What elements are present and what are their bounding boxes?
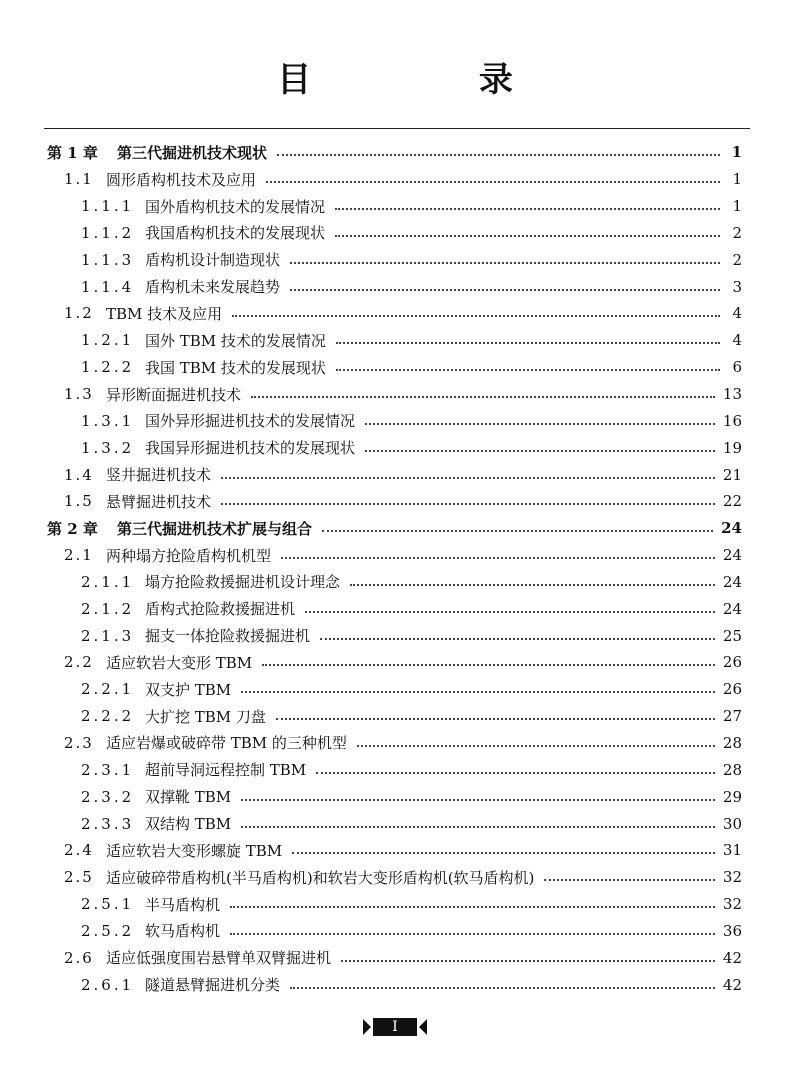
toc-dot-leader [241,826,715,828]
toc-entry [81,625,310,646]
toc-number: 1.3.2 [81,438,135,457]
toc-page-number: 28 [722,733,742,752]
toc-label: 圆形盾构机技术及应用 [106,170,257,189]
toc-dot-leader [292,852,715,854]
toc-dot-leader [335,235,720,237]
toc-number: 2.6 [64,948,94,967]
page-title: 目 录 [277,60,591,100]
toc-dot-leader [357,745,715,747]
toc-label: 我国 TBM 技术的发展现状 [145,358,326,377]
toc-section-row[interactable] [0,300,790,327]
toc-section-row[interactable] [0,730,790,757]
toc-number: 1.4 [64,465,94,484]
toc-entry [81,437,355,458]
toc-page-number: 24 [721,519,742,538]
toc-subsection-row[interactable] [0,810,790,837]
toc-label: 国外盾构机技术的发展情况 [145,197,326,216]
toc-page-number: 42 [722,975,742,994]
toc-page-number: 1 [731,143,742,162]
toc-page-number: 21 [722,465,742,484]
toc-page-number: 42 [722,948,742,967]
toc-subsection-row[interactable] [0,434,790,461]
toc-dot-leader [305,611,715,613]
toc-entry [81,679,231,700]
title-divider [44,128,750,129]
toc-entry [81,974,280,995]
toc-label: 双支护 TBM [145,680,232,699]
toc-subsection-row[interactable] [0,407,790,434]
table-of-contents [0,139,790,998]
toc-entry [64,303,222,324]
toc-subsection-row[interactable] [0,703,790,730]
toc-entry [81,276,280,297]
toc-label: 超前导洞远程控制 TBM [145,761,307,780]
toc-label: 适应岩爆或破碎带 TBM 的三种机型 [106,734,347,753]
toc-entry [81,894,220,915]
toc-dot-leader [341,960,715,962]
toc-label: 异形断面掘进机技术 [106,385,242,404]
toc-number: 2.3.3 [81,814,135,833]
toc-subsection-row[interactable] [0,971,790,998]
toc-label: 盾构机设计制造现状 [145,251,281,270]
toc-label: 两种塌方抢险盾构机机型 [106,546,272,565]
toc-entry [81,813,231,834]
toc-page-number: 4 [732,331,742,350]
toc-entry [81,706,266,727]
toc-number: 2.6.1 [81,975,135,994]
toc-page-number: 1 [732,197,742,216]
toc-dot-leader [241,799,715,801]
toc-section-row[interactable] [0,461,790,488]
toc-entry [64,491,211,512]
toc-page-number: 6 [732,358,742,377]
toc-dot-leader [232,315,720,317]
toc-page-number: 19 [722,438,742,457]
toc-entry [81,330,326,351]
toc-number: 2.2.1 [81,680,135,699]
toc-label: 第三代掘进机技术扩展与组合 [117,519,313,538]
toc-subsection-row[interactable] [0,917,790,944]
toc-label: 国外异形掘进机技术的发展情况 [145,412,356,431]
toc-label: 我国异形掘进机技术的发展现状 [145,439,356,458]
toc-page-number: 1 [732,170,742,189]
toc-page-number: 36 [722,921,742,940]
toc-number: 2.2 [64,653,94,672]
toc-number: 1.2.1 [81,331,135,350]
toc-entry [81,759,306,780]
toc-number: 2.3 [64,733,94,752]
toc-page-number: 16 [722,411,742,430]
toc-number: 2.4 [64,841,94,860]
page-footer [0,1018,790,1036]
toc-label: 适应破碎带盾构机(半马盾构机)和软岩大变形盾构机(软马盾构机) [106,868,535,887]
toc-page-number: 26 [722,680,742,699]
toc-subsection-row[interactable] [0,783,790,810]
toc-subsection-row[interactable] [0,595,790,622]
toc-number: 1.5 [64,492,94,511]
toc-label: 竖井掘进机技术 [106,466,212,485]
toc-entry [81,571,340,592]
toc-page-number: 24 [722,546,742,565]
toc-dot-leader [335,208,720,210]
toc-number: 2.2.2 [81,707,135,726]
toc-section-row[interactable] [0,837,790,864]
toc-label: 大扩挖 TBM 刀盘 [145,707,266,726]
toc-page-number: 4 [732,304,742,323]
toc-page-number: 31 [722,841,742,860]
toc-page-number: 28 [722,760,742,779]
toc-entry [81,249,280,270]
toc-entry [64,840,282,861]
toc-subsection-row[interactable] [0,569,790,596]
toc-label: 隧道悬臂掘进机分类 [145,976,281,995]
toc-number: 2.1.2 [81,599,135,618]
toc-entry [81,357,326,378]
toc-page-number: 29 [722,787,742,806]
toc-section-row[interactable] [0,864,790,891]
toc-subsection-row[interactable] [0,220,790,247]
toc-section-row[interactable] [0,649,790,676]
toc-number: 1.3 [64,385,94,404]
toc-entry [47,518,312,539]
toc-label: 软马盾构机 [145,922,221,941]
toc-label: 悬臂掘进机技术 [106,492,212,511]
toc-entry [47,142,267,163]
toc-label: 盾构机未来发展趋势 [145,278,281,297]
toc-dot-leader [266,181,720,183]
toc-entry [64,545,271,566]
toc-dot-leader [290,987,715,989]
toc-dot-leader [251,396,715,398]
toc-label: 半马盾构机 [145,895,221,914]
toc-subsection-row[interactable] [0,327,790,354]
toc-label: 第三代掘进机技术现状 [117,143,268,162]
toc-subsection-row[interactable] [0,676,790,703]
toc-dot-leader [276,718,715,720]
toc-number: 1.2 [64,304,94,323]
toc-label: 适应软岩大变形 TBM [106,653,253,672]
page-number: I [373,1018,417,1036]
toc-entry [81,598,295,619]
toc-dot-leader [316,772,715,774]
toc-page-number: 3 [732,277,742,296]
toc-entry [64,867,534,888]
toc-number: 1.2.2 [81,358,135,377]
toc-number: 2.1 [64,546,94,565]
toc-dot-leader [290,262,720,264]
toc-number: 2.3.1 [81,760,135,779]
toc-number: 1.3.1 [81,411,135,430]
toc-entry [64,652,252,673]
toc-entry [64,169,256,190]
toc-subsection-row[interactable] [0,273,790,300]
toc-dot-leader [230,933,715,935]
toc-number: 1.1.3 [81,250,135,269]
toc-subsection-row[interactable] [0,246,790,273]
toc-dot-leader [290,289,720,291]
toc-entry [64,947,331,968]
toc-label: 适应软岩大变形螺旋 TBM [106,841,283,860]
toc-section-row[interactable] [0,488,790,515]
toc-label: 掘支一体抢险救援掘进机 [145,627,311,646]
toc-section-row[interactable] [0,542,790,569]
toc-section-row[interactable] [0,944,790,971]
toc-dot-leader [241,691,715,693]
toc-page-number: 2 [732,223,742,242]
toc-dot-leader [544,879,714,881]
toc-section-row[interactable] [0,166,790,193]
toc-page-number: 32 [722,868,742,887]
toc-label: 塌方抢险救援掘进机设计理念 [145,573,341,592]
toc-subsection-row[interactable] [0,756,790,783]
toc-dot-leader [221,503,715,505]
toc-label: 盾构式抢险救援掘进机 [145,600,296,619]
toc-number: 第 2 章 [47,519,98,538]
toc-subsection-row[interactable] [0,891,790,918]
toc-dot-leader [230,906,715,908]
toc-number: 2.5.1 [81,895,135,914]
toc-dot-leader [336,369,720,371]
toc-number: 2.3.2 [81,787,135,806]
toc-number: 1.1.4 [81,277,135,296]
toc-chapter-row[interactable] [0,139,790,166]
toc-chapter-row[interactable] [0,515,790,542]
toc-label: 国外 TBM 技术的发展情况 [145,331,326,350]
toc-label: TBM 技术及应用 [106,304,223,323]
toc-label: 适应低强度围岩悬臂单双臂掘进机 [106,949,332,968]
toc-page-number: 27 [722,707,742,726]
toc-label: 我国盾构机技术的发展现状 [145,224,326,243]
toc-number: 2.5.2 [81,921,135,940]
left-arrow-icon [419,1019,427,1035]
toc-number: 2.1.1 [81,572,135,591]
toc-entry [81,222,325,243]
toc-entry [81,410,355,431]
toc-entry [81,196,325,217]
toc-dot-leader [221,477,715,479]
toc-page-number: 32 [722,895,742,914]
toc-entry [81,786,231,807]
toc-number: 2.5 [64,868,94,887]
toc-label: 双撑靴 TBM [145,788,232,807]
toc-number: 1.1 [64,170,94,189]
toc-number: 1.1.1 [81,197,135,216]
toc-page-number: 24 [722,572,742,591]
toc-dot-leader [365,450,715,452]
toc-subsection-row[interactable] [0,622,790,649]
toc-dot-leader [281,557,715,559]
toc-subsection-row[interactable] [0,354,790,381]
toc-dot-leader [365,423,715,425]
toc-number: 第 1 章 [47,143,98,162]
toc-dot-leader [262,664,715,666]
toc-label: 双结构 TBM [145,815,232,834]
toc-dot-leader [322,530,713,532]
toc-page-number: 13 [722,385,742,404]
toc-dot-leader [320,638,715,640]
toc-page-number: 26 [722,653,742,672]
toc-entry [64,384,241,405]
toc-page-number: 25 [722,626,742,645]
toc-dot-leader [277,154,720,156]
toc-section-row[interactable] [0,381,790,408]
toc-page-number: 30 [722,814,742,833]
toc-entry [81,920,220,941]
toc-page-number: 2 [732,250,742,269]
right-arrow-icon [363,1019,371,1035]
toc-subsection-row[interactable] [0,193,790,220]
toc-number: 2.1.3 [81,626,135,645]
toc-number: 1.1.2 [81,223,135,242]
toc-dot-leader [336,342,720,344]
toc-entry [64,464,211,485]
toc-page-number: 22 [722,492,742,511]
toc-page-number: 24 [722,599,742,618]
toc-entry [64,732,347,753]
toc-dot-leader [350,584,715,586]
